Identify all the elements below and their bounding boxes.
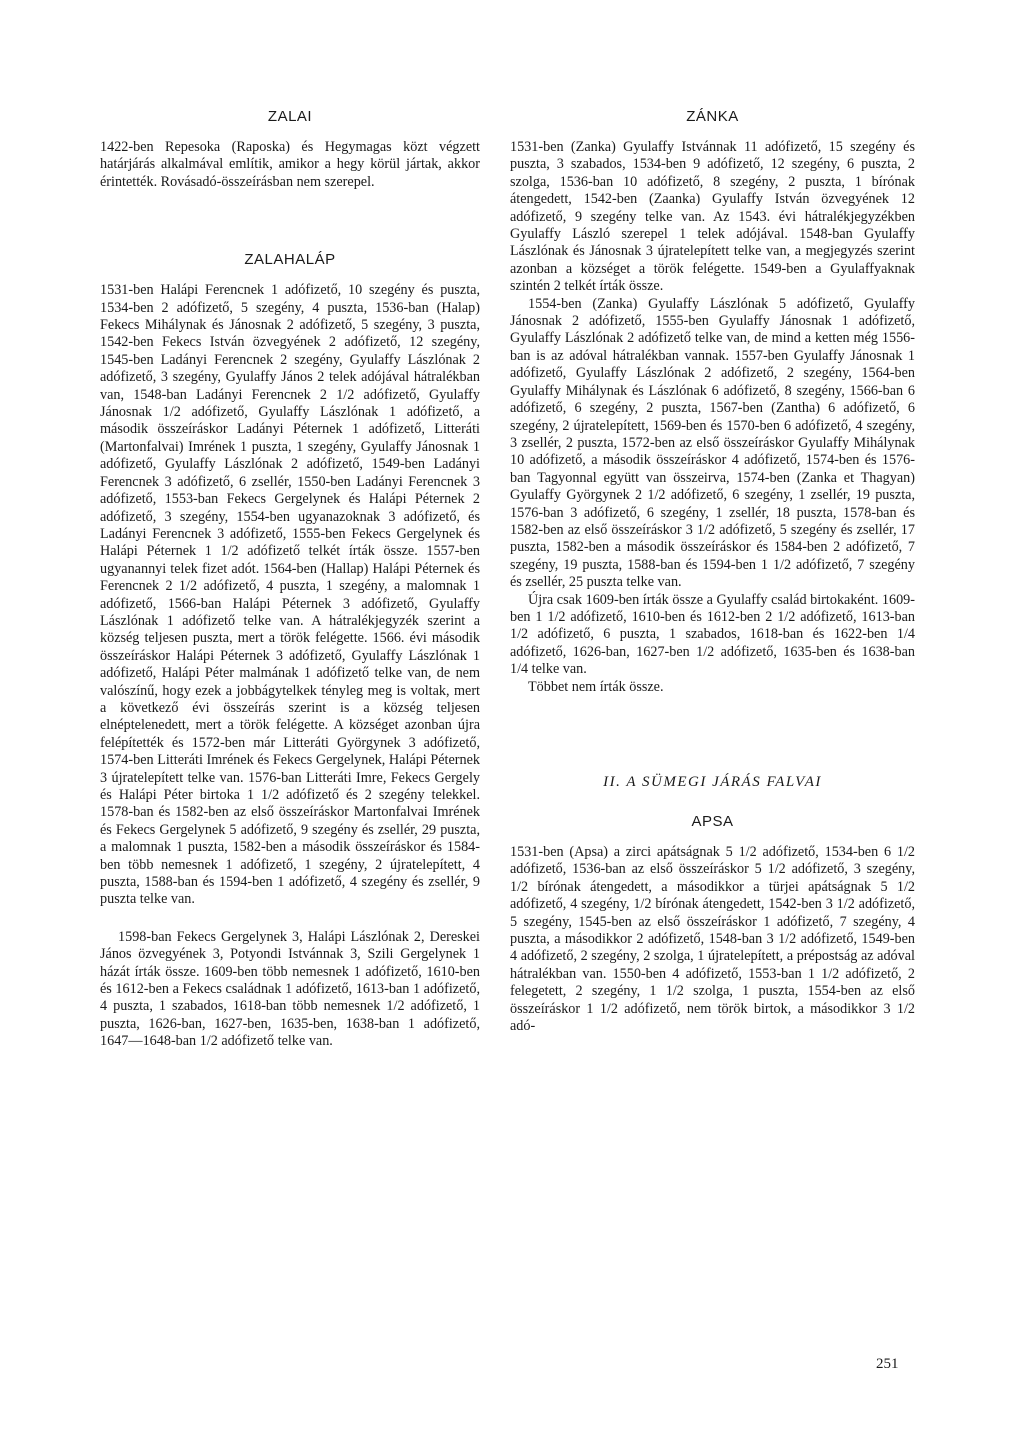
entry-title-zalahalap: ZALAHALÁP: [244, 251, 336, 269]
entry-title-apsa: APSA: [691, 813, 734, 830]
entry-text-zanka-2: 1554-ben (Zanka) Gyulaffy Lászlónak 5 adófizető, Gyulaffy Jánosnak 2 adófizető, 1555-ben Gyulaffy Jánosnak 1 adófizető, Gyulaffy Lászlónak 2 adófizető telke van, de mind a ketten még 1556-ban is az adóval hátralékban vannak. 1557-ben Gyulaffy Jánosnak 1 adófizető, Gyulaffy Lászlónak 2 adófizető, 2 szegény, 1564-ben Gyulaffy Mihálynak és Lászlónak 6 adófizető, 8 szegény, 1566-ban 6 adófizető, 6 szegény, 2 puszta, 1567-ben (Zantha) 6 adófizető, 6 szegény, 2 újratelepített, 1569-ben és 1570-ben 6 adófizető, 4 szegény, 3 zsellér, 2 puszta, 1572-ben az első összeíráskor Gyulaffy Mihálynak 10 adófizető, a második összeíráskor 4 adófizető, 1574-ben és 1576-ban Tagyonnal együtt van összeirva, 1574-ben (Zanka et Thagyan) Gyulaffy Györgynek 2 1/2 adófizető, 6 szegény, 1 zsellér, 19 puszta, 1576-ban 3 adófizető, 6 szegény, 1 zsellér, 18 puszta, 1578-ban és 1582-ben az első összeíráskor 3 1/2 adófizető, 5 szegény és zsellér, 17 puszta, 1582-ben a második összeíráskor és 1584-ben 2 adófizető, 7 szegény, 19 puszta, 1588-ban és 1594-ben 1 1/2 adófizető, 7 szegény és zsellér, 25 puszta telke van.: [510, 295, 915, 591]
entry-text-zalai: 1422-ben Repesoka (Raposka) és Hegymagas közt végzett határjárás alkalmával említik, amikor a hegy körül jártak, akkor érintették. Rovásadó-összeírásban nem szerepel.: [100, 139, 480, 190]
right-column: [510, 108, 915, 1035]
page-number: 251: [876, 1356, 899, 1372]
entry-title-zalai: ZALAI: [267, 108, 313, 125]
entry-text-zanka-4: Többet nem írták össze.: [528, 678, 664, 695]
entry-zalai: [100, 108, 480, 191]
entry-text-zanka-1: 1531-ben (Zanka) Gyulaffy Istvánnak 11 adófizető, 15 szegény és puszta, 3 szabados, 1534-ben 9 adófizető, 12 szegény, 6 puszta, 2 szolga, 1536-ban 10 adófizető, 8 szegény, 2 puszta, 1 bírónak átengedett, 1542-ben (Zaanka) Gyulaffy István özvegyének 12 adófizető, 9 szegény telke van. Az 1543. évi hátralékjegyzékben Gyulaffy László szerepel 1 telek adójával. 1548-ban Gyulaffy Lászlónak és Jánosnak 3 újratelepített telke van, a megjegyzés szerint azonban a községet a török felégette. 1549-ben a Gyulaffyaknak szintén 2 telkét írták össze.: [510, 139, 915, 295]
entry-text-zalahalap-2: 1598-ban Fekecs Gergelynek 3, Halápi Lászlónak 2, Dereskei János özvegyének 3, Potyondi Istvánnak 3, Szili Gergelynek 1 házát írták össze. 1609-ben több nemesnek 1 adófizető, 1610-ben és 1612-ben a Fekecs családnak 1 adófizető, 1613-ban 1 adófizető, 4 puszta, 1 szabados, 1618-ban több nemesnek 1/2 adófizető, 1 puszta, 1626-ban, 1627-ben, 1635-ben, 1638-ban 1 adófizető, 1647—1648-ban 1/2 adófizető telke van.: [100, 928, 480, 1050]
part-heading: II. A SÜMEGI JÁRÁS FALVAI: [603, 774, 822, 790]
entry-zanka: [510, 108, 915, 696]
entry-text-zanka-3: Újra csak 1609-ben írták össze a Gyulaffy család birtokaként. 1609-ben 1 1/2 adófizető, 1610-ben és 1612-ben 2 1/2 adófizető, 1613-ban 1/2 adófizető, 6 puszta, 1 szabados, 1618-ban és 1622-ben 1/4 adófizető, 1626-ban, 1627-ben 1/2 adófizető, 1635-ben és 1638-ban 1/4 telke van.: [510, 591, 915, 678]
entry-apsa: [510, 813, 915, 1035]
entry-title-zanka: ZÁNKA: [686, 108, 739, 125]
entry-text-apsa: 1531-ben (Apsa) a zirci apátságnak 5 1/2 adófizető, 1534-ben 6 1/2 adófizető, 1536-ban az első összeíráskor 5 1/2 adófizető, 3 szegény, 1/2 bírónak átengedett, a másodikkor a türjei apátságnak 5 1/2 adófizető, 4 szegény, 1/2 bírónak átengedett, 1542-ben 3 1/2 adófizető, 5 szegény, 1545-ben az első összeíráskor 1 adófizető, 7 szegény, 4 puszta, a másodikkor 2 adófizető, 1548-ban 3 1/2 adófizető, 1549-ben 4 adófizető, 2 szegény, 2 szolga, 1 újratelepített, a prépostság az adóval hátralékban van. 1550-ben 4 adófizető, 1553-ban 1 1/2 adófizető, 2 felegetett, 2 szegény, 1 1/2 szolga, 1 puszta, 1554-ben az első összeíráskor 1 1/2 adófizető, nem török birtok, a másodikkor 3 1/2 adó-: [510, 844, 915, 1035]
entry-zalahalap: [100, 251, 480, 1050]
left-column: [100, 108, 480, 1051]
entry-text-zalahalap-1: 1531-ben Halápi Ferencnek 1 adófizető, 10 szegény és puszta, 1534-ben 2 adófizető, 5 szegény, 4 puszta, 1536-ban (Halap) Fekecs Mihálynak és Jánosnak 2 adófizető, 5 szegény, 3 puszta, 1542-ben Fekecs István özvegyének 2 adófizető, 12 szegény, 1545-ben Ladányi Ferencnek 2 szegény, Gyulaffy Lászlónak 2 adófizető, 3 szegény, Gyulaffy János 2 telek adójával hátralékban van, 1548-ban Ladányi Ferencnek 2 1/2 adófizető, Gyulaffy Jánosnak 1/2 adófizető, Gyulaffy Lászlónak 1 adófizető, a második összeíráskor Ladányi Péternek 1 adófizető, Litteráti (Martonfalvai) Imrének 1 puszta, 1 szegény, Gyulaffy Jánosnak 1 adófizető, Gyulaffy Lászlónak 2 adófizető, 1549-ben Ladányi Ferencnek 3 adófizető, 6 zsellér, 1550-ben Ladányi Ferencnek 3 adófizető, 1553-ban Fekecs Gergelynek és Halápi Péternek 2 adófizető, 3 szegény, 1554-ben ugyanazoknak 3 adófizető, és Ladányi Ferencnek 3 adófizető, 1555-ben Fekecs Gergelynek és Halápi Péternek 1 1/2 adófizető telkét írták össze. 1557-ben ugyanannyi telek fizet adót. 1564-ben (Hallap) Halápi Péternek és Ferencnek 2 1/2 adófizető, 4 puszta, 1 szegény, a malomnak 1 adófizető, 1566-ban Halápi Péternek 3 adófizető, Gyulaffy Lászlónak 1 adófizető telke van. A hátralékjegyzék szerint a község teljesen puszta, mert a török felégette. 1566. évi második összeíráskor Halápi Péternek 3 adófizető, Gyulaffy Lászlónak 1 adófizető, Halápi Péter malmának 1 adófizető telke van, de nem valószínű, hogy ezek a jobbágytelkek tényleg meg is voltak, mert a következő évi összeírás szerint is a község teljesen elnéptelenedett, mert a török felégette. A községet azonban újra felépítették és 1572-ben már Litteráti Györgynek 3 adófizető, 1574-ben Litteráti Imrének és Fekecs Gergelynek, Halápi Péternek 3 újratelepített telke van. 1576-ban Litteráti Imre, Fekecs Gergely és Halápi Péter birtoka 1 1/2 adófizető és 2 szegény telekkel. 1578-ban és 1582-ben az első összeíráskor Martonfalvai Imrének és Fekecs Gergelynek 5 adófizető, 9 szegény és zsellér, 29 puszta, a malomnak 1 puszta, 1582-ben a második összeíráskor és 1584-ben több nemesnek 1 adófizető, 1 szegény, 2 újratelepített, 4 puszta, 1588-ban és 1594-ben 1 adófizető, 4 szegény és zsellér, 9 puszta telke van.: [100, 282, 480, 908]
